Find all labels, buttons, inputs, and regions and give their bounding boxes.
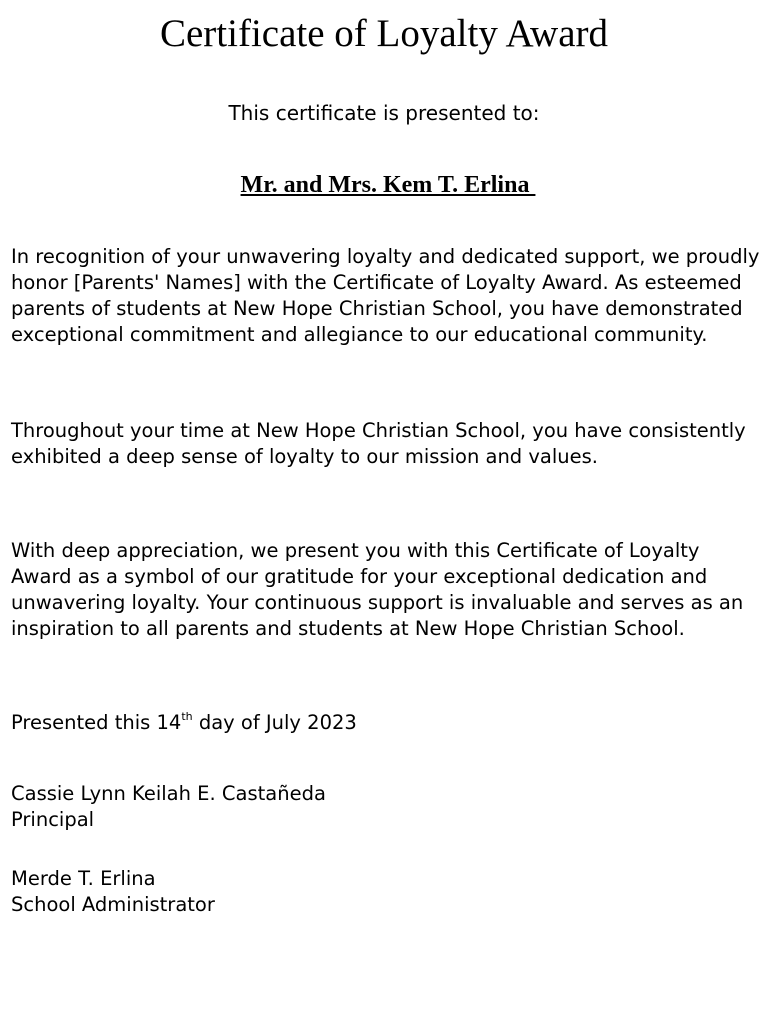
appreciation-paragraph: With deep appreciation, we present you with this Certificate of Loyalty Award as a symbol of our gratitude for your exceptional dedication and unwavering loyalty. Your continuous support is invaluable and serves as an inspiration to all parents and students at New Hope Christian School.: [11, 539, 744, 640]
recipient-name: Mr. and Mrs. Kem T. Erlina: [240, 172, 536, 198]
presented-date: [11, 710, 761, 736]
certificate-title: Certificate of Loyalty Award: [159, 12, 608, 55]
presented-date-suffix: day of July 2023: [192, 711, 357, 734]
signatory-role: Principal: [11, 808, 95, 831]
signatory-administrator: [11, 866, 761, 918]
signatory-name: Cassie Lynn Keilah E. Castañeda: [11, 782, 326, 805]
signatory-name: Merde T. Erlina: [11, 867, 156, 890]
presented-date-prefix: Presented this 14: [11, 711, 182, 734]
presented-date-ordinal: th: [181, 709, 193, 723]
signatory-principal: [11, 781, 761, 833]
loyalty-paragraph: Throughout your time at New Hope Christian School, you have consistently exhibited a deep sense of loyalty to our mission and values.: [11, 419, 746, 468]
signatory-role: School Administrator: [11, 893, 215, 916]
recognition-paragraph: In recognition of your unwavering loyalty and dedicated support, we proudly honor [Parents' Names] with the Certificate of Loyalty Award. As esteemed parents of students at New Hope Christian School, you have demonstrated exceptional commitment and allegiance to our educational community.: [11, 245, 760, 346]
presented-to-label: This certificate is presented to:: [228, 101, 540, 125]
